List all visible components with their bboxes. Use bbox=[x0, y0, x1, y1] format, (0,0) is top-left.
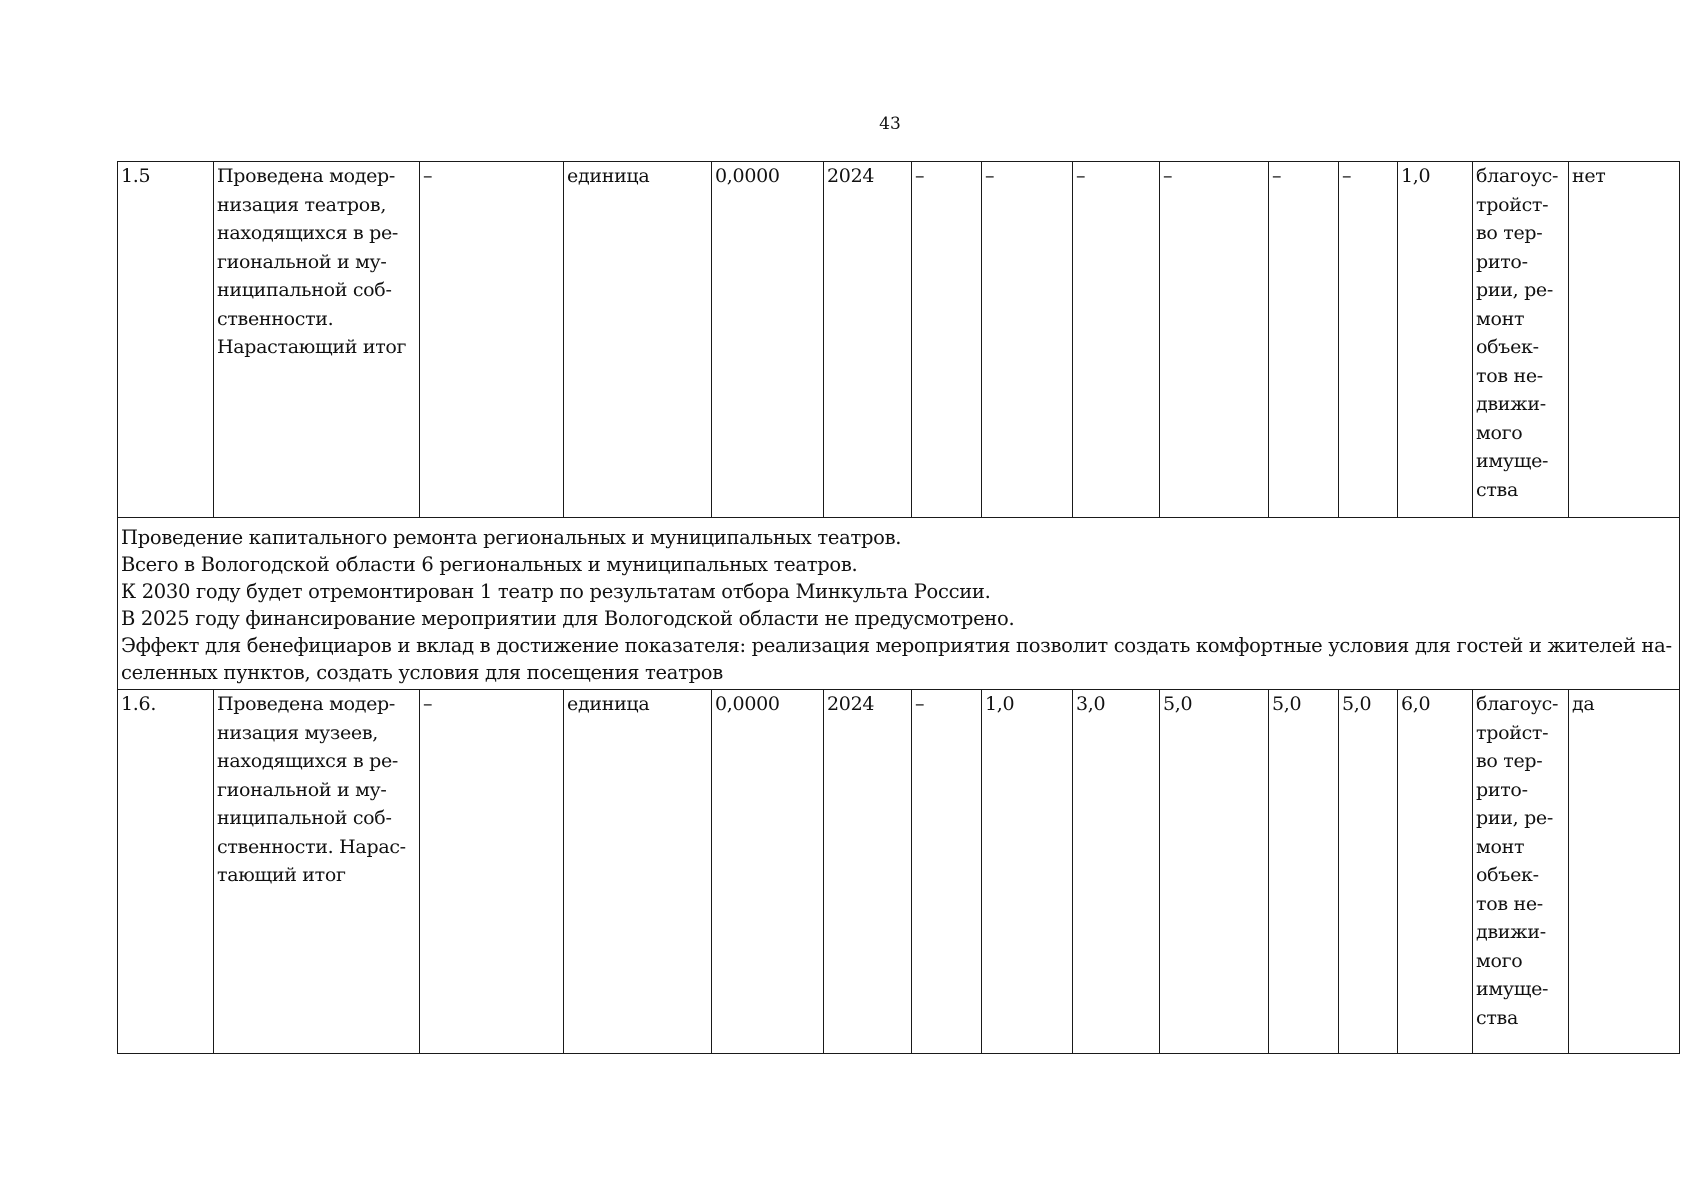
page-number: 43 bbox=[879, 114, 901, 134]
value-cell: 5,0 bbox=[1269, 690, 1339, 1054]
flag-cell: да bbox=[1569, 690, 1680, 1054]
value-cell: 5,0 bbox=[1160, 690, 1269, 1054]
value-cell: – bbox=[982, 162, 1073, 518]
table-row bbox=[118, 690, 1680, 1054]
indicators-table bbox=[117, 161, 1680, 1054]
value-cell: 6,0 bbox=[1398, 690, 1473, 1054]
value-cell: 1,0 bbox=[1398, 162, 1473, 518]
base-year: 2024 bbox=[824, 690, 912, 1054]
value-cell: – bbox=[1269, 162, 1339, 518]
base-value: 0,0000 bbox=[712, 690, 824, 1054]
relation-cell: благоус- тройст- во тер- рито- рии, ре- монт объек- тов не- движи- мого имуще- ства bbox=[1473, 690, 1569, 1054]
value-cell: 5,0 bbox=[1339, 690, 1398, 1054]
value-cell: – bbox=[912, 690, 982, 1054]
note-cell: Проведение капитального ремонта региональных и муниципальных театров. Всего в Вологодской области 6 региональных и муниципальных театров. К 2030 году будет отремонтирован 1 театр по результатам отбора Минкульта России. В 2025 году финансирование мероприятии для Вологодской области не предусмотрено. Эффект для бенефициаров и вклад в достижение показателя: реализация мероприятия позволит создать комфортные условия для гостей и жителей на- селенных пунктов, создать условия для посещения театров bbox=[118, 518, 1680, 690]
value-cell: 3,0 bbox=[1073, 690, 1160, 1054]
relation-cell: благоус- тройст- во тер- рито- рии, ре- монт объек- тов не- движи- мого имуще- ства bbox=[1473, 162, 1569, 518]
indicator-name: Проведена модер- низация музеев, находящихся в ре- гиональной и му- ниципальной соб- ственности. Нарас- тающий итог bbox=[214, 690, 420, 1054]
indicator-name: Проведена модер- низация театров, находящихся в ре- гиональной и му- ниципальной соб- ственности. Нарастающий итог bbox=[214, 162, 420, 518]
unit-cell: единица bbox=[564, 690, 712, 1054]
value-cell: – bbox=[1339, 162, 1398, 518]
value-cell: 1,0 bbox=[982, 690, 1073, 1054]
value-cell: – bbox=[912, 162, 982, 518]
indicator-level: – bbox=[420, 162, 564, 518]
value-cell: – bbox=[1160, 162, 1269, 518]
table-row bbox=[118, 518, 1680, 690]
row-number: 1.6. bbox=[118, 690, 214, 1054]
indicator-level: – bbox=[420, 690, 564, 1054]
base-year: 2024 bbox=[824, 162, 912, 518]
unit-cell: единица bbox=[564, 162, 712, 518]
flag-cell: нет bbox=[1569, 162, 1680, 518]
table-row bbox=[118, 162, 1680, 518]
base-value: 0,0000 bbox=[712, 162, 824, 518]
row-number: 1.5 bbox=[118, 162, 214, 518]
value-cell: – bbox=[1073, 162, 1160, 518]
